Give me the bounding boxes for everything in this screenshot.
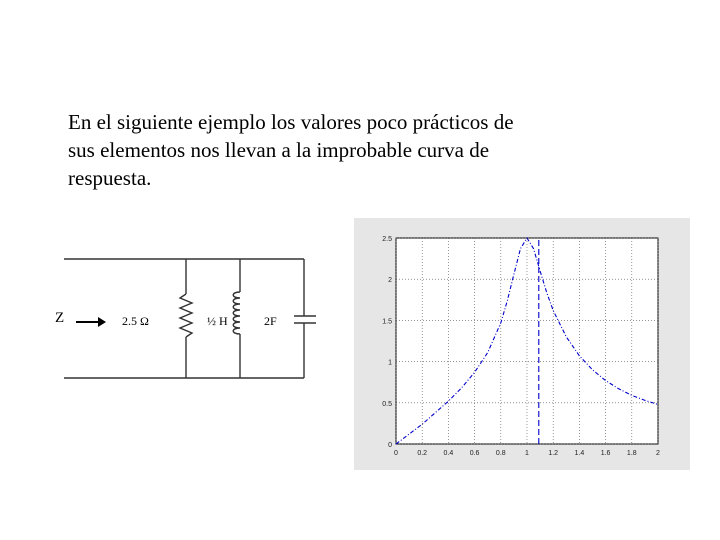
inductor-symbol <box>233 292 240 334</box>
resistor-label: 2.5 Ω <box>122 314 149 328</box>
x-tick-label: 0 <box>394 450 398 457</box>
x-tick-label: 0.6 <box>469 450 480 457</box>
response-plot-panel <box>354 218 690 470</box>
response-plot <box>354 218 690 470</box>
x-tick-label: 1.2 <box>548 450 559 457</box>
impedance-label: Z <box>55 310 65 326</box>
x-tick-label: 0.4 <box>443 450 454 457</box>
caption-line: En el siguiente ejemplo los valores poco prácticos de <box>68 110 514 134</box>
y-tick-label: 0.5 <box>382 400 392 408</box>
resistor-symbol <box>180 294 192 337</box>
x-tick-label: 1.6 <box>600 450 611 457</box>
y-tick-label: 0 <box>388 442 392 449</box>
caption-line: sus elementos nos llevan a la improbable curva de <box>68 138 490 162</box>
x-tick-label: 0.2 <box>417 450 428 457</box>
x-tick-label: 1.8 <box>626 450 637 457</box>
circuit-diagram <box>0 0 360 400</box>
y-tick-label: 1.5 <box>382 318 392 326</box>
y-tick-label: 2.5 <box>382 236 392 243</box>
inductor-label: ½ H <box>207 314 228 328</box>
capacitor-label: 2F <box>264 314 277 328</box>
y-tick-label: 1 <box>388 359 392 367</box>
x-tick-label: 0.8 <box>495 450 506 457</box>
caption-line: respuesta. <box>68 166 152 190</box>
input-arrowhead <box>98 317 106 327</box>
x-tick-label: 1.4 <box>574 450 585 457</box>
x-tick-label: 2 <box>656 450 660 457</box>
x-tick-label: 1 <box>525 450 529 457</box>
y-tick-label: 2 <box>388 277 392 285</box>
